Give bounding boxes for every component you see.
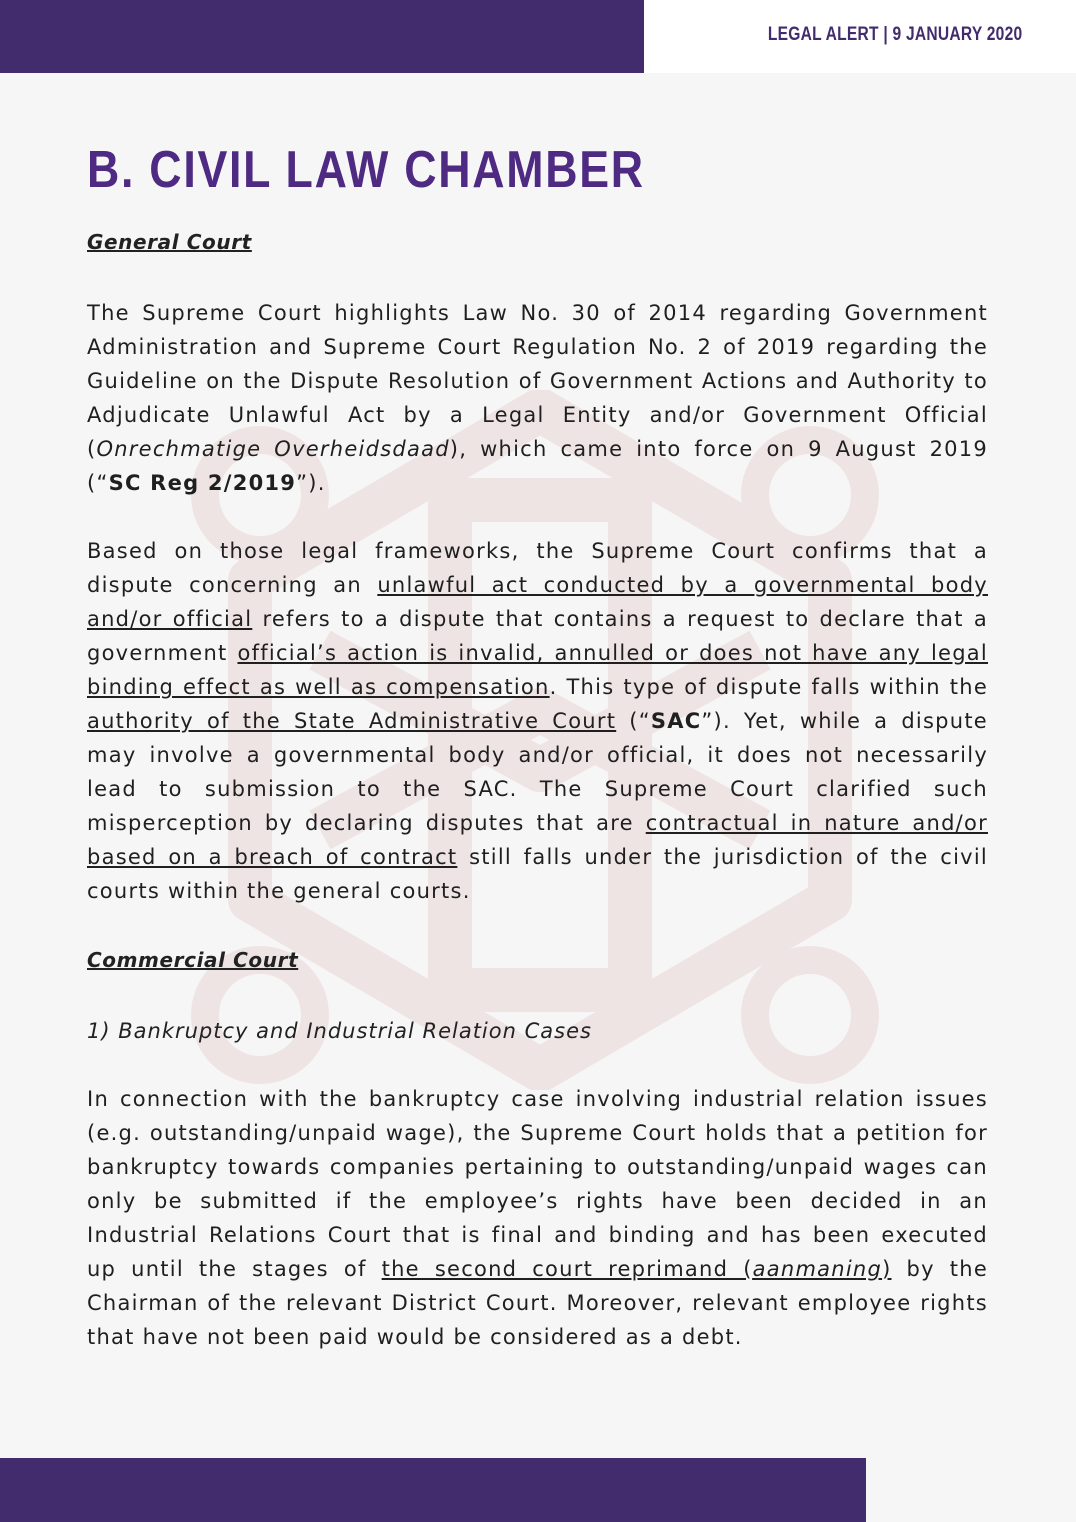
defined-term: SAC (650, 709, 702, 733)
text-run: by the Chairman of the relevant District Court. Moreover, relevant employee rights that have not been paid would be considered as a debt. (87, 1257, 988, 1349)
header-purple-bar (0, 0, 644, 73)
text-run: The Supreme Court highlights Law No. 30 of 2014 regarding Government Administration and Supreme Court Regulation No. 2 of 2019 regarding the Guideline on the Dispute Resolution of Government Actions and Authority to Adjudicate Unlawful Act by a Legal Entity and/or Government Official ( (87, 301, 988, 461)
footer-purple-bar (0, 1458, 866, 1522)
main-content (87, 138, 988, 1354)
text-run: Based on those legal frameworks, the Supreme Court confirms that a dispute concerning an (87, 539, 988, 597)
text-run: still falls under the jurisdiction of the civil courts within the general courts. (87, 845, 988, 903)
text-run: ”). (296, 471, 326, 495)
general-court-paragraph-1 (87, 296, 988, 500)
spacer (87, 1048, 988, 1082)
general-court-heading: General Court (87, 230, 252, 254)
spacer (87, 500, 988, 534)
spacer (87, 974, 988, 1014)
text-run: In connection with the bankruptcy case involving industrial relation issues (e.g. outstanding/unpaid wage), the Supreme Court holds that a petition for bankruptcy towards companies pertaining to outstanding/unpaid wages can only be submitted if the employee’s rights have been decided in an Industrial Relations Court that is final and binding and has been executed up until the stages of (87, 1087, 988, 1281)
spacer (87, 256, 988, 296)
spacer (87, 908, 988, 946)
legal-alert-date-label: LEGAL ALERT | 9 JANUARY 2020 (767, 24, 1022, 45)
page-title: B. CIVIL LAW CHAMBER (87, 141, 645, 199)
underlined-phrase: unlawful act conducted by a governmental body and/or official (87, 573, 988, 631)
italic-underlined-term: aanmaning (752, 1257, 883, 1281)
text-run: ), which came into force on 9 August 2019 (“ (87, 437, 989, 495)
general-court-paragraph-2 (87, 534, 988, 908)
commercial-court-paragraph (87, 1082, 988, 1354)
text-run: refers to a dispute that contains a request to declare that a government (87, 607, 988, 665)
underlined-phrase: authority of the State Administrative Court (87, 709, 617, 733)
commercial-court-heading: Commercial Court (87, 948, 299, 972)
italic-term: Onrechmatige Overheidsdaad (96, 437, 450, 461)
underlined-phrase: official’s action is invalid, annulled or does not have any legal binding effect as well as compensation (87, 641, 988, 699)
underlined-phrase: contractual in nature and/or based on a breach of contract (87, 811, 988, 869)
underlined-phrase: the second court reprimand ( (381, 1257, 753, 1281)
underlined-phrase: ) (882, 1257, 892, 1281)
text-run: ”). Yet, while a dispute may involve a governmental body and/or official, it does not necessarily lead to submission to the SAC. The Supreme Court clarified such misperception by declaring disputes that are (87, 709, 988, 835)
text-run: (“ (616, 709, 651, 733)
defined-term: SC Reg 2/2019 (108, 471, 297, 495)
bankruptcy-subheading: 1) Bankruptcy and Industrial Relation Cases (87, 1019, 592, 1043)
text-run: . This type of dispute falls within the (549, 675, 989, 699)
